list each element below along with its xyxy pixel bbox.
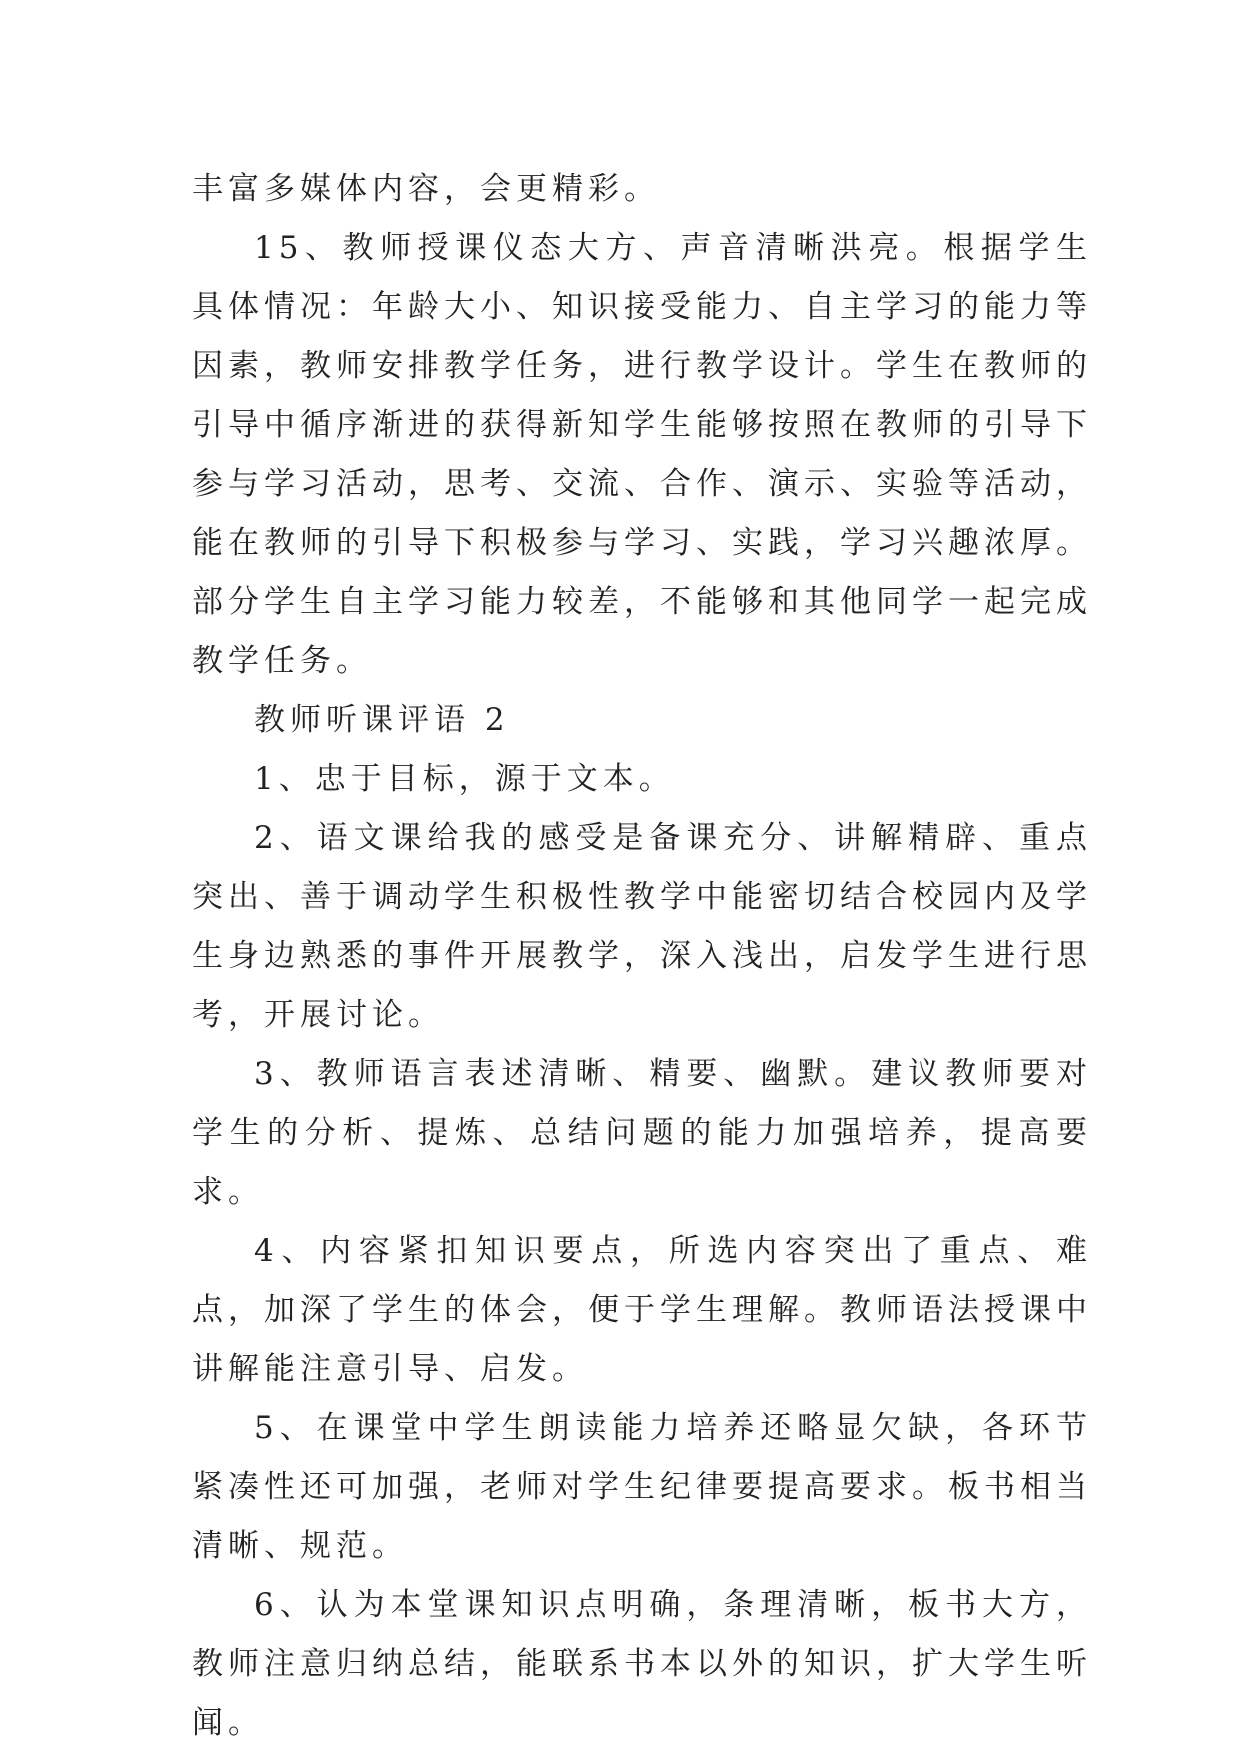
document-body: [192, 160, 1092, 1753]
paragraph-item-6: 6、认为本堂课知识点明确，条理清晰，板书大方，教师注意归纳总结，能联系书本以外的知识，扩大学生听闻。: [192, 1587, 1092, 1741]
paragraph-item-15: 15、教师授课仪态大方、声音清晰洪亮。根据学生具体情况：年龄大小、知识接受能力、自主学习的能力等因素，教师安排教学任务，进行教学设计。学生在教师的引导中循序渐进的获得新知学生能够按照在教师的引导下参与学习活动，思考、交流、合作、演示、实验等活动，能在教师的引导下积极参与学习、实践，学习兴趣浓厚。部分学生自主学习能力较差，不能够和其他同学一起完成教学任务。: [192, 230, 1092, 679]
paragraph-item-4: 4、内容紧扣知识要点，所选内容突出了重点、难点，加深了学生的体会，便于学生理解。教师语法授课中讲解能注意引导、启发。: [192, 1233, 1092, 1387]
paragraph-item-1: 1、忠于目标，源于文本。: [254, 761, 675, 797]
paragraph-continuation: 丰富多媒体内容，会更精彩。: [192, 171, 660, 207]
paragraph-item-2: 2、语文课给我的感受是备课充分、讲解精辟、重点突出、善于调动学生积极性教学中能密切结合校园内及学生身边熟悉的事件开展教学，深入浅出，启发学生进行思考，开展讨论。: [192, 820, 1092, 1033]
paragraph-item-5: 5、在课堂中学生朗读能力培养还略显欠缺，各环节紧凑性还可加强，老师对学生纪律要提高要求。板书相当清晰、规范。: [192, 1410, 1092, 1564]
section-heading: 教师听课评语 2: [254, 702, 510, 738]
paragraph-item-3: 3、教师语言表述清晰、精要、幽默。建议教师要对学生的分析、提炼、总结问题的能力加强培养，提高要求。: [192, 1056, 1092, 1210]
